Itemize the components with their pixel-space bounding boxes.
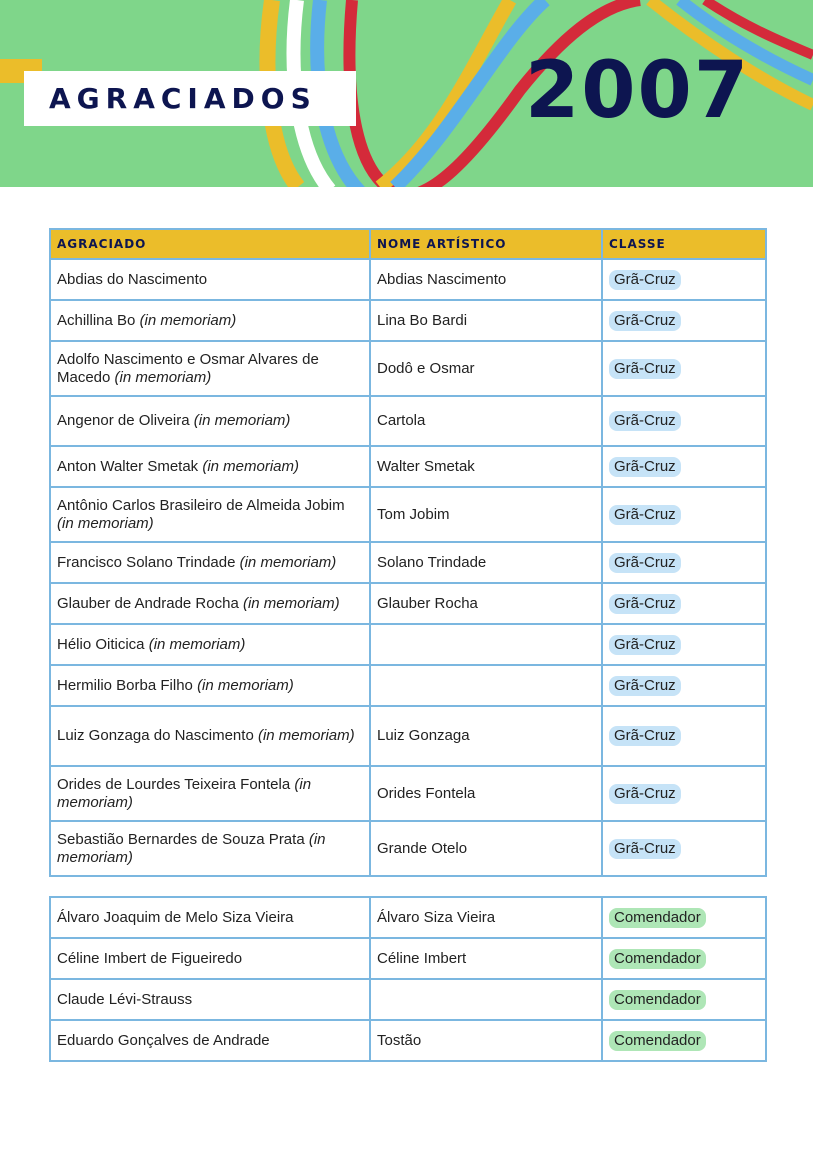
class-badge: Grã-Cruz [609,839,681,859]
honoree-name: Céline Imbert de Figueiredo [57,949,243,967]
table-row [50,624,766,665]
artistic-name-cell: Tostão [370,1020,602,1061]
in-memoriam-note: (in memoriam) [57,514,154,532]
in-memoriam-note: (in memoriam) [193,412,291,429]
in-memoriam-note: (in memoriam) [242,594,340,612]
honoree-name: Álvaro Joaquim de Melo Siza Vieira [57,908,294,926]
artistic-name-cell: Glauber Rocha [370,583,602,624]
honoree-name: Eduardo Gonçalves de Andrade [57,1031,270,1049]
class-badge: Grã-Cruz [609,635,681,655]
class-cell [602,821,766,876]
class-cell [602,665,766,706]
class-cell [602,487,766,542]
class-badge: Grã-Cruz [609,359,681,379]
in-memoriam-note: (in memoriam) [139,311,237,329]
class-badge: Grã-Cruz [609,553,681,573]
honoree-name-cell [50,542,370,583]
in-memoriam-note: (in memoriam) [257,727,355,744]
artistic-name-cell [370,665,602,706]
honoree-name-cell [50,897,370,938]
class-cell [602,706,766,766]
honoree-name-cell [50,821,370,876]
honoree-name: Abdias do Nascimento [57,270,208,288]
table-row [50,446,766,487]
honoree-name: Angenor de Oliveira [57,412,190,429]
class-badge: Grã-Cruz [609,505,681,525]
table-row [50,396,766,446]
honoree-name-cell [50,259,370,300]
table-row [50,341,766,396]
class-cell [602,897,766,938]
table-row [50,938,766,979]
in-memoriam-note: (in memoriam) [239,553,337,571]
class-badge: Grã-Cruz [609,311,681,331]
honoree-name-cell [50,1020,370,1061]
artistic-name-cell: Orides Fontela [370,766,602,821]
artistic-name-cell [370,624,602,665]
honoree-name-cell [50,938,370,979]
honoree-name-cell [50,665,370,706]
honoree-name: Claude Lévi-Strauss [57,990,193,1008]
in-memoriam-note: (in memoriam) [202,457,300,475]
class-badge: Grã-Cruz [609,676,681,696]
artistic-name-cell: Abdias Nascimento [370,259,602,300]
class-badge: Grã-Cruz [609,594,681,614]
class-badge: Grã-Cruz [609,411,681,431]
class-cell [602,979,766,1020]
column-header-classe: CLASSE [602,229,766,259]
class-cell [602,396,766,446]
class-badge: Comendador [609,908,706,928]
class-cell [602,446,766,487]
in-memoriam-note: (in memoriam) [57,830,326,866]
honoree-name-cell [50,487,370,542]
class-cell [602,583,766,624]
class-badge: Grã-Cruz [609,726,681,746]
honoree-name: Adolfo Nascimento e Osmar Alvares de Macedo [57,350,319,386]
artistic-name-cell: Álvaro Siza Vieira [370,897,602,938]
class-badge: Grã-Cruz [609,270,681,290]
class-badge: Comendador [609,949,706,969]
artistic-name-cell: Lina Bo Bardi [370,300,602,341]
table-row [50,897,766,938]
column-header-nome-artistico: NOME ARTÍSTICO [370,229,602,259]
artistic-name-cell: Dodô e Osmar [370,341,602,396]
artistic-name-cell: Tom Jobim [370,487,602,542]
table-row [50,766,766,821]
class-cell [602,259,766,300]
honoree-name: Glauber de Andrade Rocha [57,594,239,612]
honoree-name: Antônio Carlos Brasileiro de Almeida Jobim [57,496,345,514]
honoree-name-cell [50,706,370,766]
in-memoriam-note: (in memoriam) [114,368,212,386]
honoree-name-cell [50,446,370,487]
artistic-name-cell: Solano Trindade [370,542,602,583]
table-row [50,821,766,876]
page-title: AGRACIADOS [49,82,317,115]
artistic-name-cell: Céline Imbert [370,938,602,979]
in-memoriam-note: (in memoriam) [197,676,294,694]
class-cell [602,341,766,396]
honoree-name-cell [50,300,370,341]
commander-table [49,896,767,1062]
honoree-name: Luiz Gonzaga do Nascimento [57,727,254,744]
honoree-name: Anton Walter Smetak [57,457,199,475]
honoree-name: Hermilio Borba Filho [57,676,193,694]
honoree-name-cell [50,396,370,446]
artistic-name-cell: Luiz Gonzaga [370,706,602,766]
honoree-name: Orides de Lourdes Teixeira Fontela [57,775,291,793]
class-cell [602,624,766,665]
title-box [24,71,356,126]
table-row [50,706,766,766]
honoree-name: Hélio Oiticica [57,635,145,653]
column-header-agraciado: AGRACIADO [50,229,370,259]
table-header-row [50,229,766,259]
class-badge: Comendador [609,1031,706,1051]
honoree-name-cell [50,624,370,665]
header-banner [0,0,813,187]
table-row [50,979,766,1020]
class-badge: Comendador [609,990,706,1010]
grand-cross-table [49,228,767,877]
class-cell [602,1020,766,1061]
year-label: 2007 [525,46,751,136]
honoree-name: Achillina Bo [57,311,136,329]
honoree-name: Sebastião Bernardes de Souza Prata [57,830,305,848]
artistic-name-cell: Grande Otelo [370,821,602,876]
table-row [50,487,766,542]
honoree-name-cell [50,583,370,624]
honoree-name-cell [50,979,370,1020]
class-cell [602,938,766,979]
honoree-name-cell [50,341,370,396]
artistic-name-cell: Walter Smetak [370,446,602,487]
class-badge: Grã-Cruz [609,784,681,804]
table-row [50,542,766,583]
class-cell [602,300,766,341]
table-row [50,1020,766,1061]
table-row [50,300,766,341]
artistic-name-cell: Cartola [370,396,602,446]
class-cell [602,542,766,583]
honoree-name-cell [50,766,370,821]
table-row [50,583,766,624]
table-row [50,259,766,300]
table-row [50,665,766,706]
honoree-name: Francisco Solano Trindade [57,553,236,571]
in-memoriam-note: (in memoriam) [57,775,312,811]
class-badge: Grã-Cruz [609,457,681,477]
in-memoriam-note: (in memoriam) [148,635,246,653]
class-cell [602,766,766,821]
artistic-name-cell [370,979,602,1020]
